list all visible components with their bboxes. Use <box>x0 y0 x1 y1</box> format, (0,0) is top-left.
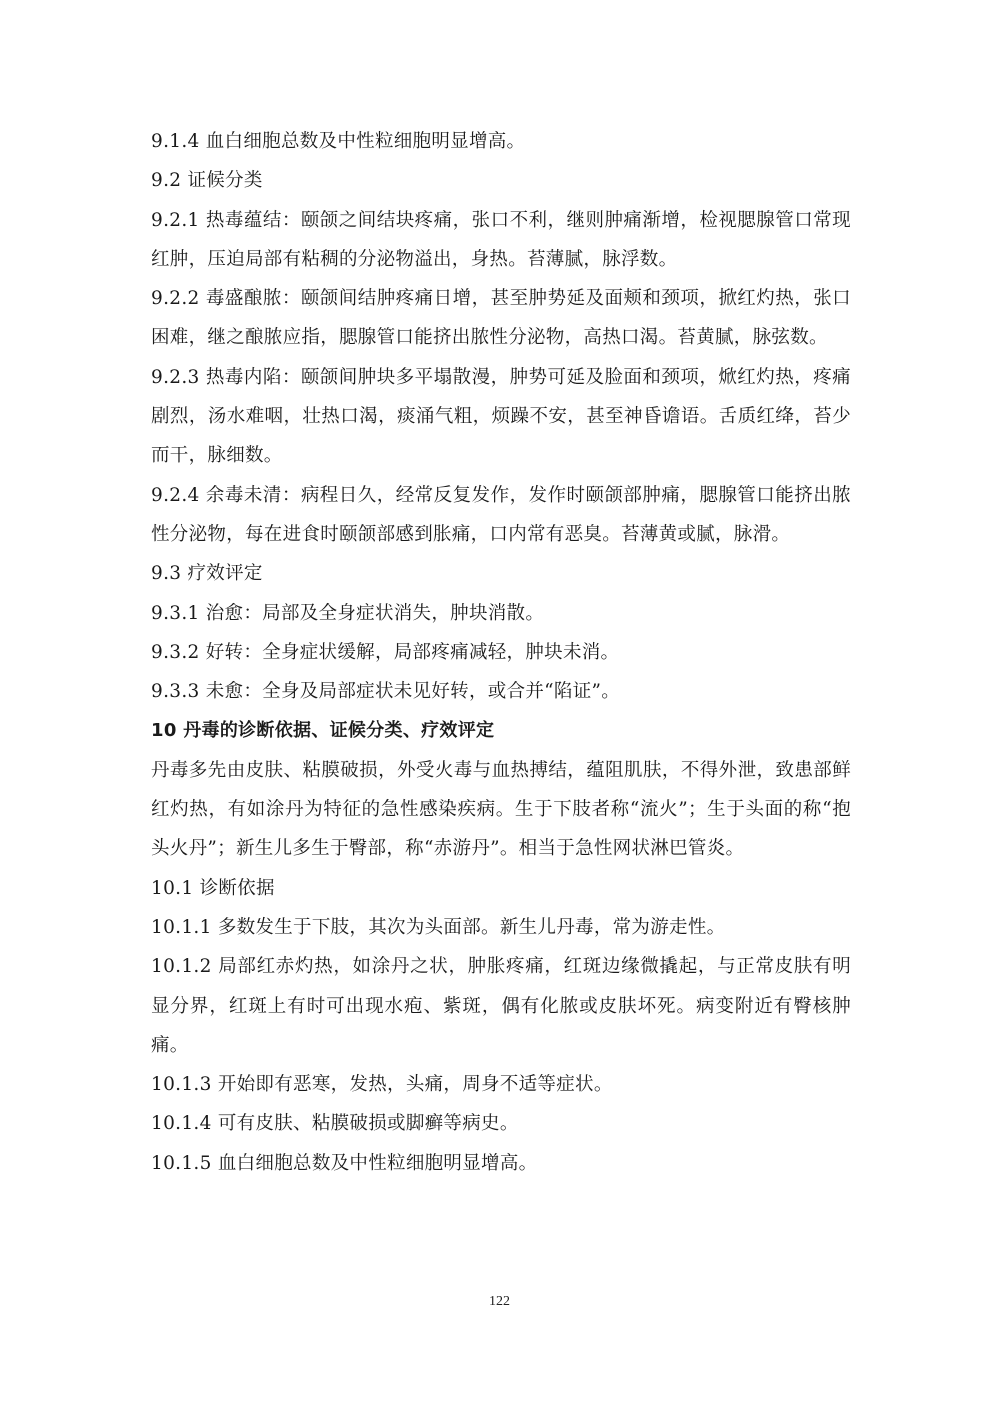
chapter-heading-10: 10 丹毒的诊断依据、证候分类、疗效评定 <box>151 720 495 742</box>
paragraph-9-2-3: 9.2.3 热毒内陷：颐颌间肿块多平塌散漫，肿势可延及脸面和颈项，焮红灼热，疼痛剧烈，汤水难咽，壮热口渴，痰涌气粗，烦躁不安，甚至神昏谵语。舌质红绛，苔少而干，脉细数。 <box>151 366 851 467</box>
paragraph-9-1-4: 9.1.4 血白细胞总数及中性粒细胞明显增高。 <box>151 131 526 152</box>
paragraph-10-1-1: 10.1.1 多数发生于下肢，其次为头面部。新生儿丹毒，常为游走性。 <box>151 916 726 938</box>
paragraph-9-2-1: 9.2.1 热毒蕴结：颐颌之间结块疼痛，张口不利，继则肿痛渐增，检视腮腺管口常现红肿，压迫局部有粘稠的分泌物溢出，身热。苔薄腻，脉浮数。 <box>151 209 851 270</box>
section-heading-9-3: 9.3 疗效评定 <box>151 563 263 585</box>
paragraph-10-1-4: 10.1.4 可有皮肤、粘膜破损或脚癣等病史。 <box>151 1113 519 1135</box>
paragraph-9-3-2: 9.3.2 好转：全身症状缓解，局部疼痛减轻，肿块未消。 <box>151 641 620 663</box>
paragraph-10-intro: 丹毒多先由皮肤、粘膜破损，外受火毒与血热搏结，蕴阻肌肤，不得外泄，致患部鲜红灼热，有如涂丹为特征的急性感染疾病。生于下肢者称“流火”；生于头面的称“抱头火丹”；新生儿多生于臀部，称“赤游丹”。相当于急性网状淋巴管炎。 <box>151 759 851 860</box>
paragraph-9-2-4: 9.2.4 余毒未清：病程日久，经常反复发作，发作时颐颌部肿痛，腮腺管口能挤出脓性分泌物，每在进食时颐颌部感到胀痛，口内常有恶臭。苔薄黄或腻，脉滑。 <box>151 484 851 545</box>
page-number: 122 <box>489 1294 510 1309</box>
paragraph-9-2-2: 9.2.2 毒盛酿脓：颐颌间结肿疼痛日增，甚至肿势延及面颊和颈项，掀红灼热，张口困难，继之酿脓应指，腮腺管口能挤出脓性分泌物，高热口渴。苔黄腻，脉弦数。 <box>151 288 851 349</box>
page-content <box>151 122 851 1183</box>
paragraph-10-1-3: 10.1.3 开始即有恶寒，发热，头痛，周身不适等症状。 <box>151 1074 613 1096</box>
section-heading-9-2: 9.2 证候分类 <box>151 170 263 192</box>
paragraph-10-1-2: 10.1.2 局部红赤灼热，如涂丹之状，肿胀疼痛，红斑边缘微撬起，与正常皮肤有明显分界，红斑上有时可出现水疱、紫斑，偶有化脓或皮肤坏死。病变附近有臀核肿痛。 <box>151 956 851 1056</box>
paragraph-9-3-1: 9.3.1 治愈：局部及全身症状消失，肿块消散。 <box>151 602 545 624</box>
paragraph-10-1-5: 10.1.5 血白细胞总数及中性粒细胞明显增高。 <box>151 1152 538 1174</box>
section-heading-10-1: 10.1 诊断依据 <box>151 877 275 899</box>
paragraph-9-3-3: 9.3.3 未愈：全身及局部症状未见好转，或合并“陷证”。 <box>151 681 621 703</box>
